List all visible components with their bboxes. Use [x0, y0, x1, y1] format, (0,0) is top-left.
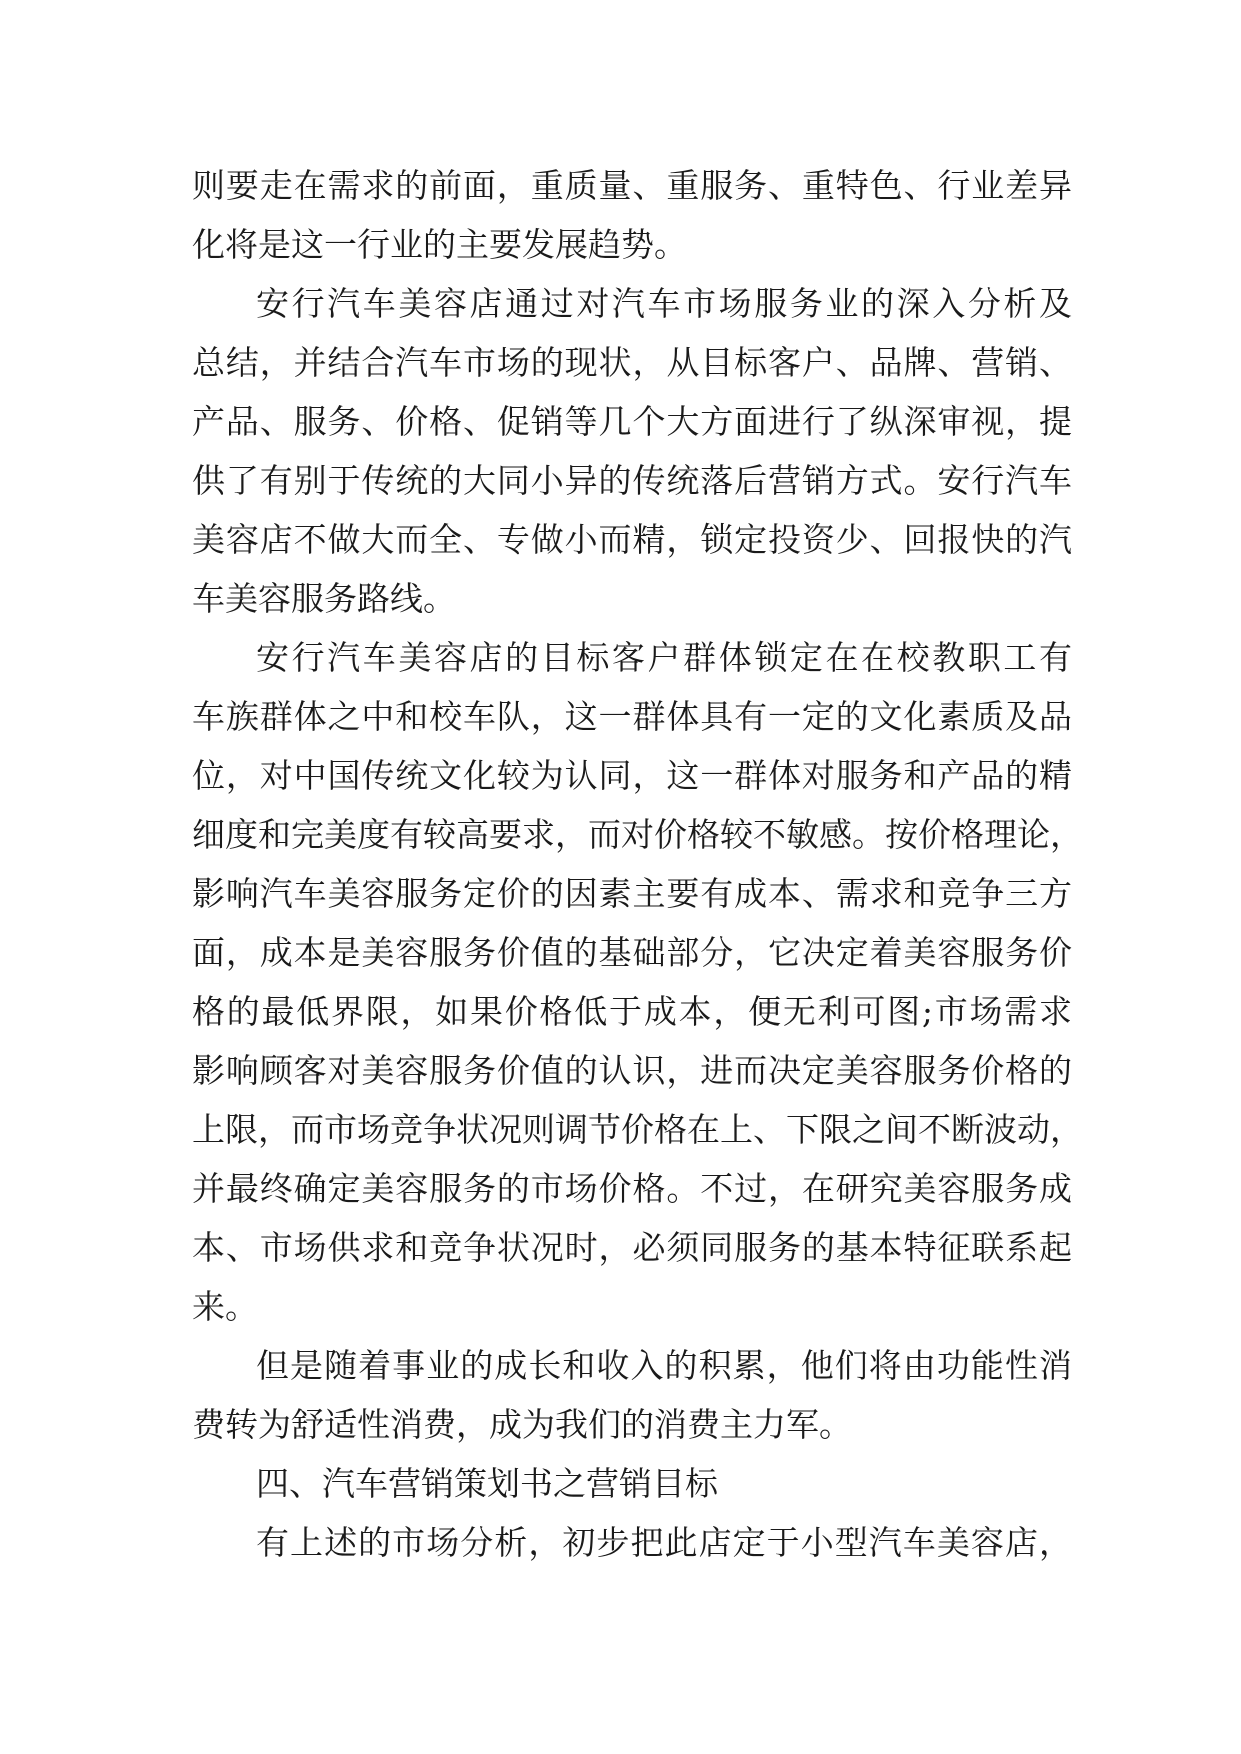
text-line: 安行汽车美容店的目标客户群体锁定在在校教职工有: [256, 638, 1072, 677]
text-line: 供了有别于传统的大同小异的传统落后营销方式。安行汽车: [192, 461, 1072, 500]
text-line: 细度和完美度有较高要求，而对价格较不敏感。按价格理论，: [192, 815, 1083, 854]
text-line: 但是随着事业的成长和收入的积累，他们将由功能性消: [256, 1346, 1072, 1385]
text-line: 并最终确定美容服务的市场价格。不过，在研究美容服务成: [192, 1169, 1072, 1208]
text-line: 格的最低界限，如果价格低于成本，便无利可图;市场需求: [192, 992, 1072, 1031]
text-line: 有上述的市场分析，初步把此店定于小型汽车美容店，: [256, 1523, 1072, 1562]
body-text: [192, 156, 1083, 1572]
section-heading: 四、汽车营销策划书之营销目标: [256, 1464, 718, 1503]
text-line: 美容店不做大而全、专做小而精，锁定投资少、回报快的汽: [192, 520, 1072, 559]
text-line: 影响汽车美容服务定价的因素主要有成本、需求和竞争三方: [192, 874, 1072, 913]
text-line: 产品、服务、价格、促销等几个大方面进行了纵深审视，提: [192, 402, 1072, 441]
text-line: 上限，而市场竞争状况则调节价格在上、下限之间不断波动，: [192, 1110, 1083, 1149]
text-line: 影响顾客对美容服务价值的认识，进而决定美容服务价格的: [192, 1051, 1072, 1090]
text-line: 车族群体之中和校车队，这一群体具有一定的文化素质及品: [192, 697, 1072, 736]
text-line: 位，对中国传统文化较为认同，这一群体对服务和产品的精: [192, 756, 1072, 795]
text-line: 则要走在需求的前面，重质量、重服务、重特色、行业差异: [192, 166, 1072, 205]
text-line: 来。: [192, 1287, 258, 1326]
text-line: 安行汽车美容店通过对汽车市场服务业的深入分析及: [256, 284, 1072, 323]
text-line: 化将是这一行业的主要发展趋势。: [192, 225, 687, 264]
text-line: 费转为舒适性消费，成为我们的消费主力军。: [192, 1405, 852, 1444]
text-line: 本、市场供求和竞争状况时，必须同服务的基本特征联系起: [192, 1228, 1072, 1267]
text-line: 车美容服务路线。: [192, 579, 456, 618]
text-line: 总结，并结合汽车市场的现状，从目标客户、品牌、营销、: [192, 343, 1072, 382]
text-line: 面，成本是美容服务价值的基础部分，它决定着美容服务价: [192, 933, 1072, 972]
